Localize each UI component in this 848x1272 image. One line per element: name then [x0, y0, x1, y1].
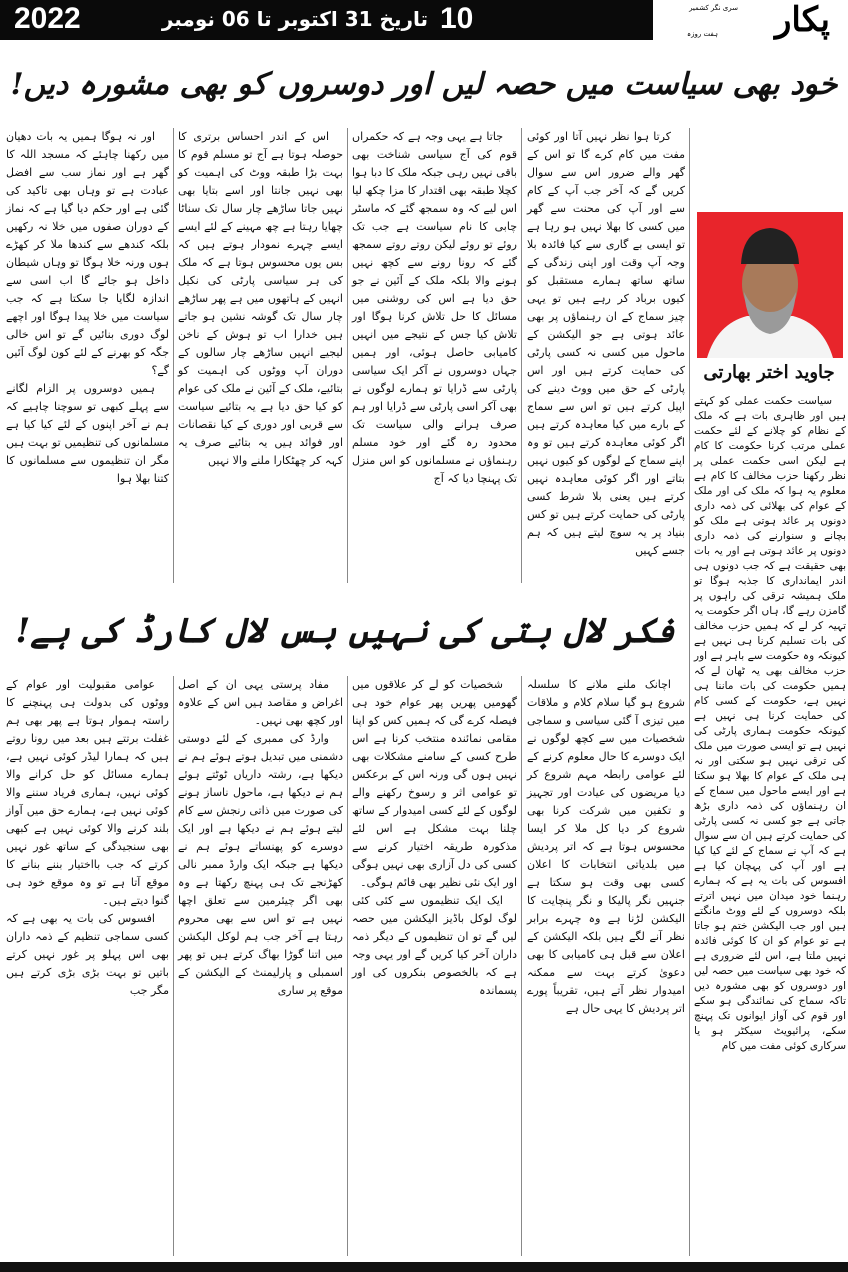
logo-name: پکار: [774, 0, 830, 40]
column-divider: [173, 128, 174, 583]
author-portrait-icon: [697, 212, 843, 358]
article1-column-4: [6, 128, 169, 488]
article1-column-3: [178, 128, 343, 470]
paragraph: جاتا ہے یہی وجہ ہے کہ حکمراں قوم کی آج سیاسی شناخت بھی باقی نہیں رہی جبکہ ملک کا دبا ہوا کچلا طبقہ بھی اقتدار کا مزا چکھ لیا اس لیے کہ وہ سمجھ گئے کہ ماسٹر چابی کا نام سیاست ہے جب تک روئے تو روئے لیکن روتے روتے سمجھ گئے کہ رونا رونے سے کچھ نہیں ہونے والا بلکہ ملک کے آئین نے جو حق دیا ہے اس کی روشنی میں مسائل کا حل تلاش کرنا ہوگا اور تلاش کیا جس کے نتیجے میں انہیں کامیابی حاصل ہوئی، اور ہمیں جہاں دوسروں نے آکر ایک سیاسی پارٹی سے ڈرایا تو ہمارے لوگوں نے بھی آکر اسی پارٹی سے ڈرایا اور ہم صرف ہرانے والی سیاست تک محدود رہ گئے اور خود مسلم رہنماؤں نے مسلمانوں کو اس منزل تک پہنچا دیا کہ آج: [352, 130, 517, 485]
issue-date-range: تاریخ 31 اکتوبر تا 06 نومبر: [161, 7, 428, 31]
paragraph: کرتا ہوا نظر نہیں آتا اور کوئی مفت میں کام کرے گا تو اس کے گھر والے ضرور اس سے سوال کریں گے کہ آخر جب آپ کے کام سے اور آپ کی محنت سے گھر میں کسی کا بھلا نہیں ہو رہا ہے تو ایسی بے گاری سے کیا فائدہ بلا وجہ آپ وقت اور اپنی زندگی کے ساتھ ساتھ ہمارے مستقبل کو کیوں برباد کر رہے ہیں تو یہی چیز سماج کے ان رہنماؤں پر بھی عائد ہوتی ہے جو الیکشن کے ماحول میں کسی نہ کسی پارٹی کی حمایت کرتے ہیں اور اس پارٹی کے حق میں ووٹ دینے کی اپیل کرتے ہیں تو اس سے سماج کے بارے میں کیا معاہدہ کرتے ہیں اگر کوئی معاہدہ کرتے ہیں تو وہ اپنے سماج کے لوگوں کو کیوں نہیں بتاتے اور اگر کوئی معاہدہ نہیں کرتے ہیں یعنی بلا شرط کسی پارٹی کی حمایت کرتے ہیں تو کس بنیاد پر یہ سوچ لیتے ہیں کہ ہم جسے کہیں: [527, 130, 685, 557]
article1-column-2: [352, 128, 517, 488]
article1-right-column: [694, 394, 846, 1054]
column-divider: [347, 676, 348, 1256]
article1-column-1: [527, 128, 685, 560]
author-byline: جاوید اختر بھارتی: [703, 362, 835, 383]
paragraph: سیاست حکمت عملی کو کہتے ہیں اور ظاہری بات ہے کہ ملک کے نظام کو چلانے کے لئے حکمت عملی مرتب کرنا حکومت کا کام ہے لیکن اسی حکمت عملی پر نظر رکھنا حزب مخالف کا کام ہے معلوم یہ ہوا کہ ملک کی اور ملک کے عوام کی بھلائی کی ذمہ داری دونوں پر عائد ہوتی ہے ملک کو بچانے و سنوارنے کی ذمہ داری دونوں پر عائد ہوتی ہے اور یہ بات بھی حقیقت ہے کہ جب دونوں ہی اندر ایمانداری کا جذبہ ہوگا تو ملک ہمیشہ ترقی کی راہوں پر گامزن رہے گا، ہاں اگر حکومت یہ تہیہ کر لے کہ ہمیں حزب مخالف کی بات تسلیم کرنا ہی نہیں ہے کیونکہ وہ حکومت سے باہر ہے اور حزب مخالف بھی یہ ٹھان لے کہ ہمیں حکومت کی بات ماننا ہی نہیں ہے، حکومت کے کسی کام کی حمایت کرنا ہی نہیں ہے کیونکہ حکومت ہماری پارٹی کی نہیں ہے تو ایسی صورت میں ملک کی ترقی نہیں ہو سکتی اور نہ ہی ملک کے عوام کا بھلا ہو سکتا ہے اور ایسے ماحول میں سماج کے ان رہنماؤں کی ذمہ داری بڑھ جاتی ہے جو کسی نہ کسی پارٹی کی حمایت کرتے ہیں ان سے سوال ہے کہ آپ نے سماج کے لئے کیا کیا ہے اور آپ کی پہچان کیا ہے افسوس کی بات یہ ہے کہ ہمارے رہنما خود میدان میں نہیں اترتے بلکہ دوسروں کے لئے ووٹ مانگتے ہیں اور جب الیکشن ختم ہو جاتا ہے تو عوام کو ان کا کوئی فائدہ نہیں ملتا ہے، اس لئے ضروری ہے کہ خود بھی سیاست میں حصہ لیں اور دوسروں کو بھی مشورہ دیں تاکہ سماج کی نمائندگی ہو سکے اور قوم کی آواز ایوانوں تک پہنچ سکے، پرائیویٹ سیکٹر ہو یا سرکاری کوئی مفت میں کام: [694, 395, 846, 1052]
issue-year: 2022: [14, 2, 81, 35]
paragraph: ہمیں دوسروں پر الزام لگانے سے پہلے کبھی تو سوچنا چاہیے کہ ہم نے آخر اپنوں کے لئے کیا کیا ہے مسلمانوں کی تنظیمیں تو بہت ہیں مگر ان تنظیموں سے مسلمانوں کا کتنا بھلا ہوا: [6, 382, 169, 485]
article2-column-2: [352, 676, 517, 1000]
article2-column-1: [527, 676, 685, 1018]
footer-bar: [0, 1262, 848, 1272]
article2-column-4: [6, 676, 169, 1000]
column-divider: [347, 128, 348, 583]
paragraph: افسوس کی بات یہ بھی ہے کہ کسی سماجی تنظیم کے ذمہ داران بھی اس پہلو پر غور نہیں کرتے باتیں تو بہت بڑی بڑی کرتے ہیں مگر جب: [6, 912, 169, 997]
paragraph: عوامی مقبولیت اور عوام کے ووٹوں کی بدولت ہی پہنچنے کا راستہ ہموار ہوتا ہے پھر بھی ہم غفلت برتتے ہیں بعد میں رونا روتے ہیں کہ ہمارا لیڈر کوئی نہیں ہے، ہمارے مسائل کو حل کرانے والا کوئی نہیں، ہماری فریاد سننے والا کوئی نہیں ہے، ہمارے حق میں آواز بلند کرنے والا کوئی نہیں ہے کبھی بھی سنجیدگی کے ساتھ غور نہیں کرتے کہ جب بااختیار بننے بنانے کا موقع آتا ہے تو وہ موقع خود ہی گنوا دیتے ہیں۔: [6, 678, 169, 907]
paragraph: مفاد پرستی یہی ان کے اصل اغراض و مقاصد ہیں اس کے علاوہ اور کچھ بھی نہیں۔: [178, 678, 343, 727]
column-divider: [521, 128, 522, 583]
column-divider: [173, 676, 174, 1256]
paragraph: ایک ایک تنظیموں سے کئی کئی لوگ لوکل باڈیز الیکشن میں حصہ لیں گے تو ان تنظیموں کے دیگر ذمہ داران آخر کیا کریں گے اور یہی وجہ ہے کہ بالخصوص بنکروں کی اور پسماندہ: [352, 894, 517, 997]
paragraph: اچانک ملنے ملانے کا سلسلہ شروع ہو گیا سلام کلام و ملاقات میں تیزی آ گئی سیاسی و سماجی شخصیات میں سے کچھ لوگوں نے ایک دوسرے کا حال معلوم کرنے کے لئے عوامی رابطہ مہم شروع کر دیا مریضوں کی عیادت اور تجہیز و تکفین میں شرکت کرنا بھی شروع کر دیا کل ملا کر ایسا محسوس ہوتا ہے کہ اتر پردیش میں بلدیاتی انتخابات کا اعلان کسی بھی وقت ہو سکتا ہے جنہیں نگر پالیکا و نگر پنچایت کا الیکشن لڑنا ہے وہ چہرے برابر نظر آنے لگے ہیں بلکہ الیکشن کے اعلان سے قبل ہی کامیابی کا بھی دعویٰ کرتے بہت سے ممکنہ امیدوار نظر آتے ہیں، تقریباً پورے اتر پردیش کا یہی حال ہے: [527, 678, 685, 1015]
page-number: 10: [440, 2, 474, 35]
logo-weekly: ہفت روزہ: [687, 30, 718, 38]
paragraph: اور نہ ہوگا ہمیں یہ بات دھیان میں رکھنا چاہئے کہ مسجد اللہ کا گھر ہے اور نماز سب سے افضل عبادت ہے تو وہاں بھی تاکید کی گئی ہے اور حکم دیا گیا ہے کہ نماز کے دوران صفوں میں خلا نہ رکھیں بلکہ کندھے سے کندھا ملا کر کھڑے ہوں ورنہ خلا ہوگا تو وہاں شیطان داخل ہو جائے گا اب اسی سے اندازہ لگایا جا سکتا ہے کہ جب سیاست میں خلا پیدا ہوگا اور اچھے لوگ دوری بنائیں گے تو اس خالی جگہ کو بھرنے کے لئے کون لوگ آئیں گے؟: [6, 130, 169, 377]
masthead-bar: [0, 0, 848, 40]
column-divider: [521, 676, 522, 1256]
paragraph: شخصیات کو لے کر علاقوں میں گھومیں پھریں پھر عوام خود ہی فیصلہ کرے گی کہ ہمیں کس کو اپنا مقامی نمائندہ منتخب کرنا ہے اس طرح کسی کے سامنے مشکلات بھی نہیں ہوں گی ورنہ اس کے برعکس تو عوامی اثر و رسوخ رکھنے والے لوگوں کے لئے کسی امیدوار کے ساتھ چلنا بہت مشکل ہے اس لئے مذکورہ طریقہ اختیار کرنے سے کسی کی دل آزاری بھی نہیں ہوگی اور ایک نئی نظیر بھی قائم ہوگی۔: [352, 678, 517, 889]
logo-city: سری نگر کشمیر: [689, 4, 738, 12]
author-photo: [697, 212, 843, 358]
article2-headline: فکر لال بتی کی نہیں بس لال کارڈ کی ہے!: [15, 611, 675, 651]
newspaper-logo: [653, 0, 848, 46]
article1-headline: خود بھی سیاست میں حصہ لیں اور دوسروں کو بھی مشورہ دیں!: [10, 67, 838, 102]
article2-column-3: [178, 676, 343, 1000]
paragraph: اس کے اندر احساس برتری کا حوصلہ ہوتا ہے آج تو مسلم قوم کا بہت بڑا طبقہ ووٹ کی اہمیت کو بھی نہیں جانتا اور اسے بتایا بھی نہیں جاتا ساڑھے چار سال تک سناٹا چھایا رہتا ہے چھ مہینے کے لئے ایسے ایسے چہرے نمودار ہوتے ہیں کہ بس یوں محسوس ہوتا ہے کہ ملک کی ہر سیاسی پارٹی کی نکیل انہیں کے ہاتھوں میں ہے پھر ساڑھے چار سال تک گوشہ نشین ہو جاتے ہیں خدارا اب تو ہوش کے ناخن لیجیے انہیں ساڑھے چار سالوں کے دوران آپ ووٹوں کی اہمیت کو بتائیے، ملک کے آئین نے ملک کی عوام کو کیا حق دیا ہے یہ بتائیے سیاست سے قربی اور دوری کے کیا نقصانات اور فوائد ہیں یہ بتائیے صرف یہ کہہ کر چھٹکارا ملنے والا نہیں: [178, 130, 343, 467]
column-divider: [689, 128, 690, 1256]
paragraph: وارڈ کی ممبری کے لئے دوستی دشمنی میں تبدیل ہوتے ہوئے ہم نے دیکھا ہے، رشتہ داریاں ٹوٹتے ہوئے ہم نے دیکھا ہے، ماحول ناساز ہونے کی صورت میں ذاتی رنجش سے کام لیتے ہوئے ہم نے دیکھا ہے اور ایک دوسرے کو پھنساتے ہوئے ہم نے دیکھا ہے جبکہ ایک وارڈ ممبر نالی کھڑنجے تک ہی پہنچ رکھتا ہے وہ بھی اگر چیئرمین سے تعلق اچھا نہیں ہے تو اس سے بھی محروم رہتا ہے آخر جب ہم لوکل الیکشن میں اتنا گوڑا بھاگ کرتے ہیں تو پھر اسمبلی و پارلیمنٹ کے الیکشن کے موقع پر ساری: [178, 732, 343, 997]
